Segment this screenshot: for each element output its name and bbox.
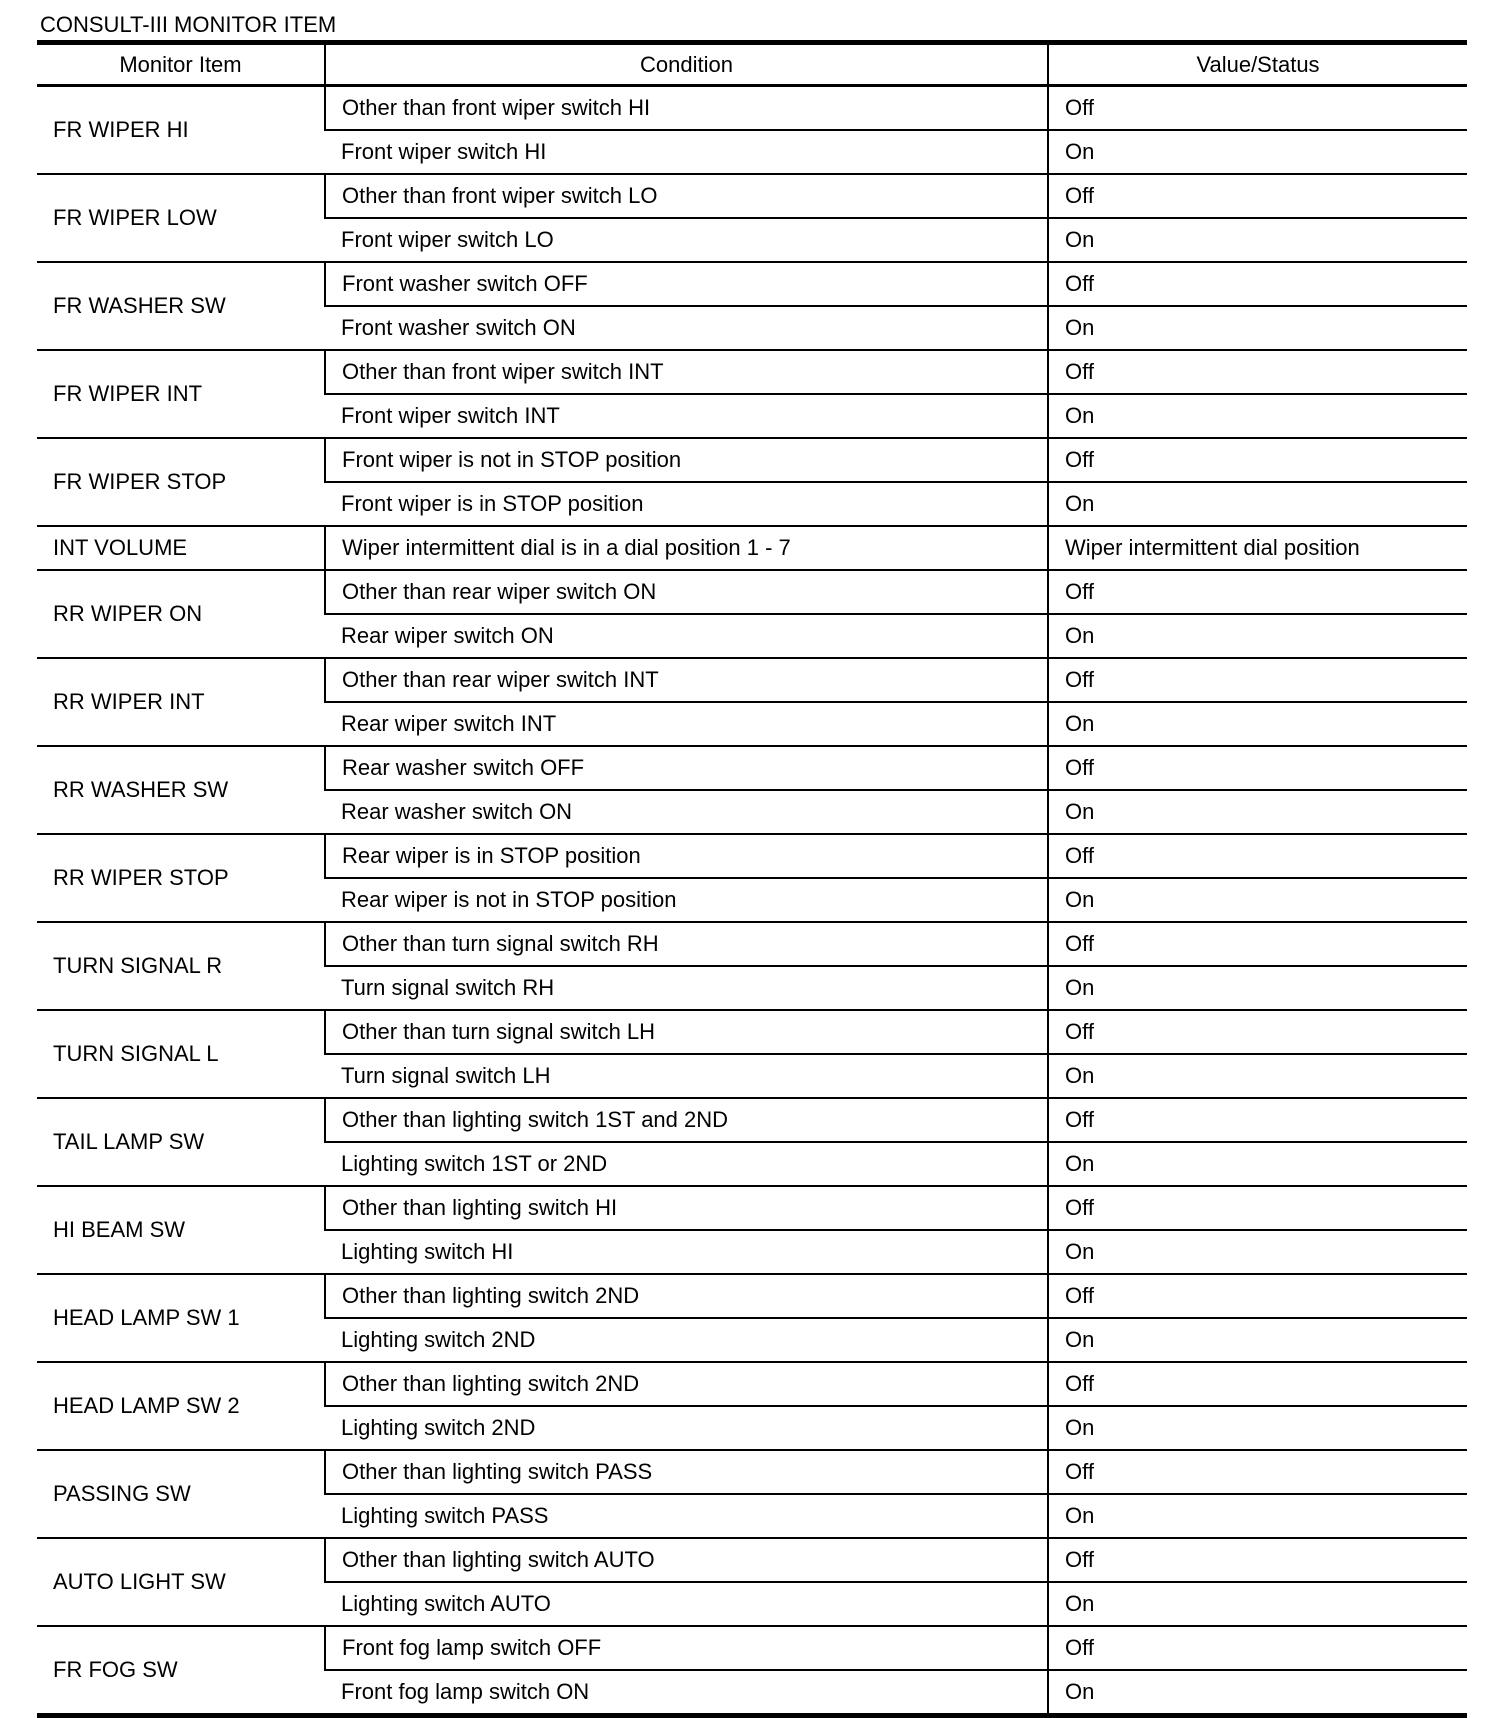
document-title: CONSULT-III MONITOR ITEM [40, 12, 337, 37]
monitor-item-name: FR WASHER SW [37, 262, 325, 350]
value-status-cell: On [1048, 1670, 1467, 1716]
monitor-item-name: HEAD LAMP SW 1 [37, 1274, 325, 1362]
table-row [37, 1626, 1467, 1670]
value-status-cell: On [1048, 614, 1467, 658]
value-status-cell: On [1048, 218, 1467, 262]
value-status-cell: On [1048, 394, 1467, 438]
monitor-item-name: TAIL LAMP SW [37, 1098, 325, 1186]
value-status-cell: Off [1048, 174, 1467, 218]
condition-cell: Other than lighting switch 2ND [325, 1362, 1048, 1406]
condition-cell: Other than lighting switch AUTO [325, 1538, 1048, 1582]
monitor-item-name: RR WIPER ON [37, 570, 325, 658]
value-status-cell: Off [1048, 1274, 1467, 1318]
condition-cell: Front wiper switch LO [325, 218, 1048, 262]
table-row [37, 746, 1467, 790]
value-status-cell: Off [1048, 350, 1467, 394]
value-status-cell: Off [1048, 438, 1467, 482]
condition-cell: Other than front wiper switch LO [325, 174, 1048, 218]
condition-cell: Rear wiper switch ON [325, 614, 1048, 658]
value-status-cell: Off [1048, 1010, 1467, 1054]
table-row [37, 1010, 1467, 1054]
value-status-cell: Off [1048, 1362, 1467, 1406]
condition-cell: Front wiper switch INT [325, 394, 1048, 438]
condition-cell: Front wiper is in STOP position [325, 482, 1048, 526]
header-value-status: Value/Status [1048, 43, 1467, 86]
value-status-cell: On [1048, 1142, 1467, 1186]
table-row [37, 526, 1467, 570]
condition-cell: Rear washer switch ON [325, 790, 1048, 834]
value-status-cell: Wiper intermittent dial position [1048, 526, 1467, 570]
value-status-cell: On [1048, 1406, 1467, 1450]
value-status-cell: Off [1048, 746, 1467, 790]
condition-cell: Lighting switch HI [325, 1230, 1048, 1274]
value-status-cell: On [1048, 306, 1467, 350]
monitor-item-name: HI BEAM SW [37, 1186, 325, 1274]
value-status-cell: Off [1048, 1450, 1467, 1494]
header-condition: Condition [325, 43, 1048, 86]
condition-cell: Front wiper switch HI [325, 130, 1048, 174]
table-row [37, 1186, 1467, 1230]
monitor-item-name: RR WIPER INT [37, 658, 325, 746]
table-row [37, 174, 1467, 218]
value-status-cell: On [1048, 790, 1467, 834]
value-status-cell: On [1048, 1318, 1467, 1362]
table-row [37, 438, 1467, 482]
value-status-cell: On [1048, 966, 1467, 1010]
monitor-item-name: AUTO LIGHT SW [37, 1538, 325, 1626]
condition-cell: Front fog lamp switch ON [325, 1670, 1048, 1716]
condition-cell: Front washer switch OFF [325, 262, 1048, 306]
condition-cell: Lighting switch 2ND [325, 1406, 1048, 1450]
table-body [37, 86, 1467, 1716]
condition-cell: Turn signal switch RH [325, 966, 1048, 1010]
condition-cell: Front washer switch ON [325, 306, 1048, 350]
monitor-item-name: PASSING SW [37, 1450, 325, 1538]
monitor-item-name: TURN SIGNAL L [37, 1010, 325, 1098]
value-status-cell: On [1048, 878, 1467, 922]
table-row [37, 570, 1467, 614]
monitor-item-name: FR WIPER LOW [37, 174, 325, 262]
value-status-cell: Off [1048, 1186, 1467, 1230]
condition-cell: Other than lighting switch 1ST and 2ND [325, 1098, 1048, 1142]
condition-cell: Lighting switch 2ND [325, 1318, 1048, 1362]
table-row [37, 1450, 1467, 1494]
condition-cell: Other than rear wiper switch INT [325, 658, 1048, 702]
table-header [37, 43, 1467, 86]
condition-cell: Turn signal switch LH [325, 1054, 1048, 1098]
value-status-cell: Off [1048, 262, 1467, 306]
condition-cell: Lighting switch 1ST or 2ND [325, 1142, 1048, 1186]
condition-cell: Lighting switch AUTO [325, 1582, 1048, 1626]
value-status-cell: On [1048, 482, 1467, 526]
monitor-item-name: FR WIPER STOP [37, 438, 325, 526]
table-row [37, 1274, 1467, 1318]
value-status-cell: On [1048, 130, 1467, 174]
condition-cell: Front fog lamp switch OFF [325, 1626, 1048, 1670]
value-status-cell: On [1048, 1582, 1467, 1626]
header-monitor-item: Monitor Item [37, 43, 325, 86]
table-row [37, 1362, 1467, 1406]
table-row [37, 350, 1467, 394]
condition-cell: Lighting switch PASS [325, 1494, 1048, 1538]
value-status-cell: Off [1048, 658, 1467, 702]
value-status-cell: Off [1048, 1098, 1467, 1142]
value-status-cell: On [1048, 1230, 1467, 1274]
condition-cell: Rear wiper switch INT [325, 702, 1048, 746]
condition-cell: Rear washer switch OFF [325, 746, 1048, 790]
monitor-item-name: HEAD LAMP SW 2 [37, 1362, 325, 1450]
header-row [37, 43, 1467, 86]
table-row [37, 86, 1467, 131]
monitor-item-name: FR FOG SW [37, 1626, 325, 1716]
monitor-item-name: TURN SIGNAL R [37, 922, 325, 1010]
condition-cell: Other than front wiper switch INT [325, 350, 1048, 394]
condition-cell: Other than front wiper switch HI [325, 86, 1048, 131]
table-row [37, 262, 1467, 306]
monitor-item-name: FR WIPER HI [53, 117, 189, 142]
value-status-cell: On [1048, 1054, 1467, 1098]
table-row [37, 658, 1467, 702]
value-status-cell: Off [1048, 1538, 1467, 1582]
condition-cell: Wiper intermittent dial is in a dial position 1 - 7 [325, 526, 1048, 570]
table-row [37, 1538, 1467, 1582]
monitor-item-name: RR WASHER SW [37, 746, 325, 834]
value-status-cell: On [1048, 702, 1467, 746]
condition-cell: Other than lighting switch HI [325, 1186, 1048, 1230]
table-row [37, 1098, 1467, 1142]
condition-cell: Other than lighting switch 2ND [325, 1274, 1048, 1318]
table-row [37, 922, 1467, 966]
monitor-item-name: RR WIPER STOP [37, 834, 325, 922]
condition-cell: Other than lighting switch PASS [325, 1450, 1048, 1494]
condition-cell: Rear wiper is in STOP position [325, 834, 1048, 878]
value-status-cell: Off [1048, 834, 1467, 878]
condition-cell: Other than rear wiper switch ON [325, 570, 1048, 614]
condition-cell: Front wiper is not in STOP position [325, 438, 1048, 482]
monitor-item-name: FR WIPER INT [37, 350, 325, 438]
condition-cell: Other than turn signal switch LH [325, 1010, 1048, 1054]
condition-cell: Other than turn signal switch RH [325, 922, 1048, 966]
monitor-item-table [37, 40, 1467, 1718]
table-row [37, 834, 1467, 878]
value-status-cell: Off [1048, 86, 1467, 131]
monitor-item-name: INT VOLUME [37, 526, 325, 570]
condition-cell: Rear wiper is not in STOP position [325, 878, 1048, 922]
value-status-cell: Off [1048, 1626, 1467, 1670]
value-status-cell: Off [1048, 922, 1467, 966]
value-status-cell: On [1048, 1494, 1467, 1538]
value-status-cell: Off [1048, 570, 1467, 614]
